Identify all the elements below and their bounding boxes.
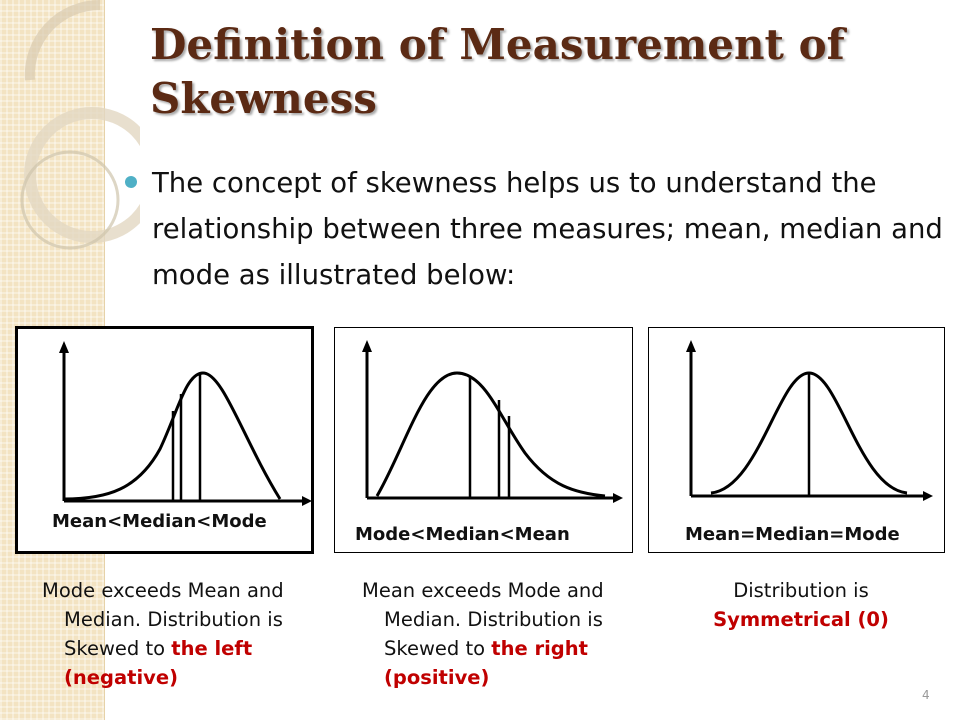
desc-left-line1: Mode exceeds Mean and	[42, 579, 284, 602]
desc-symmetric-line1: Distribution is	[733, 579, 869, 602]
desc-right-highlight: the right	[491, 637, 588, 660]
decorative-arcs	[0, 0, 140, 360]
desc-symmetric	[686, 576, 916, 634]
panel-right-skew-label: Mode<Median<Mean	[355, 524, 570, 545]
symmetric-diagram	[649, 328, 944, 552]
desc-right-highlight2: (positive)	[384, 666, 490, 689]
desc-left-skew	[42, 576, 332, 692]
desc-left-line3: Skewed to	[64, 637, 172, 660]
desc-right-line3: Skewed to	[384, 637, 492, 660]
desc-left-highlight: the left	[171, 637, 253, 660]
desc-left-line2: Median. Distribution is	[64, 608, 283, 631]
panel-right-skew	[334, 327, 633, 553]
desc-left-highlight2: (negative)	[64, 666, 178, 689]
slide-title: Definition of Measurement of Skewness	[150, 20, 845, 123]
panel-symmetric-label: Mean=Median=Mode	[685, 524, 900, 545]
page-number: 4	[922, 688, 930, 702]
panel-symmetric	[648, 327, 945, 553]
bullet-text: The concept of skewness helps us to understand the relationship between three measures; mean, median and mode as illustrated below:	[152, 167, 943, 291]
desc-symmetric-highlight: Symmetrical (0)	[713, 608, 889, 631]
desc-right-skew	[362, 576, 652, 692]
bullet-icon	[125, 176, 137, 188]
right-skew-diagram	[335, 328, 632, 552]
desc-right-line2: Median. Distribution is	[384, 608, 603, 631]
desc-right-line1: Mean exceeds Mode and	[362, 579, 604, 602]
panel-left-skew-label: Mean<Median<Mode	[52, 511, 267, 532]
panel-left-skew	[15, 326, 314, 554]
